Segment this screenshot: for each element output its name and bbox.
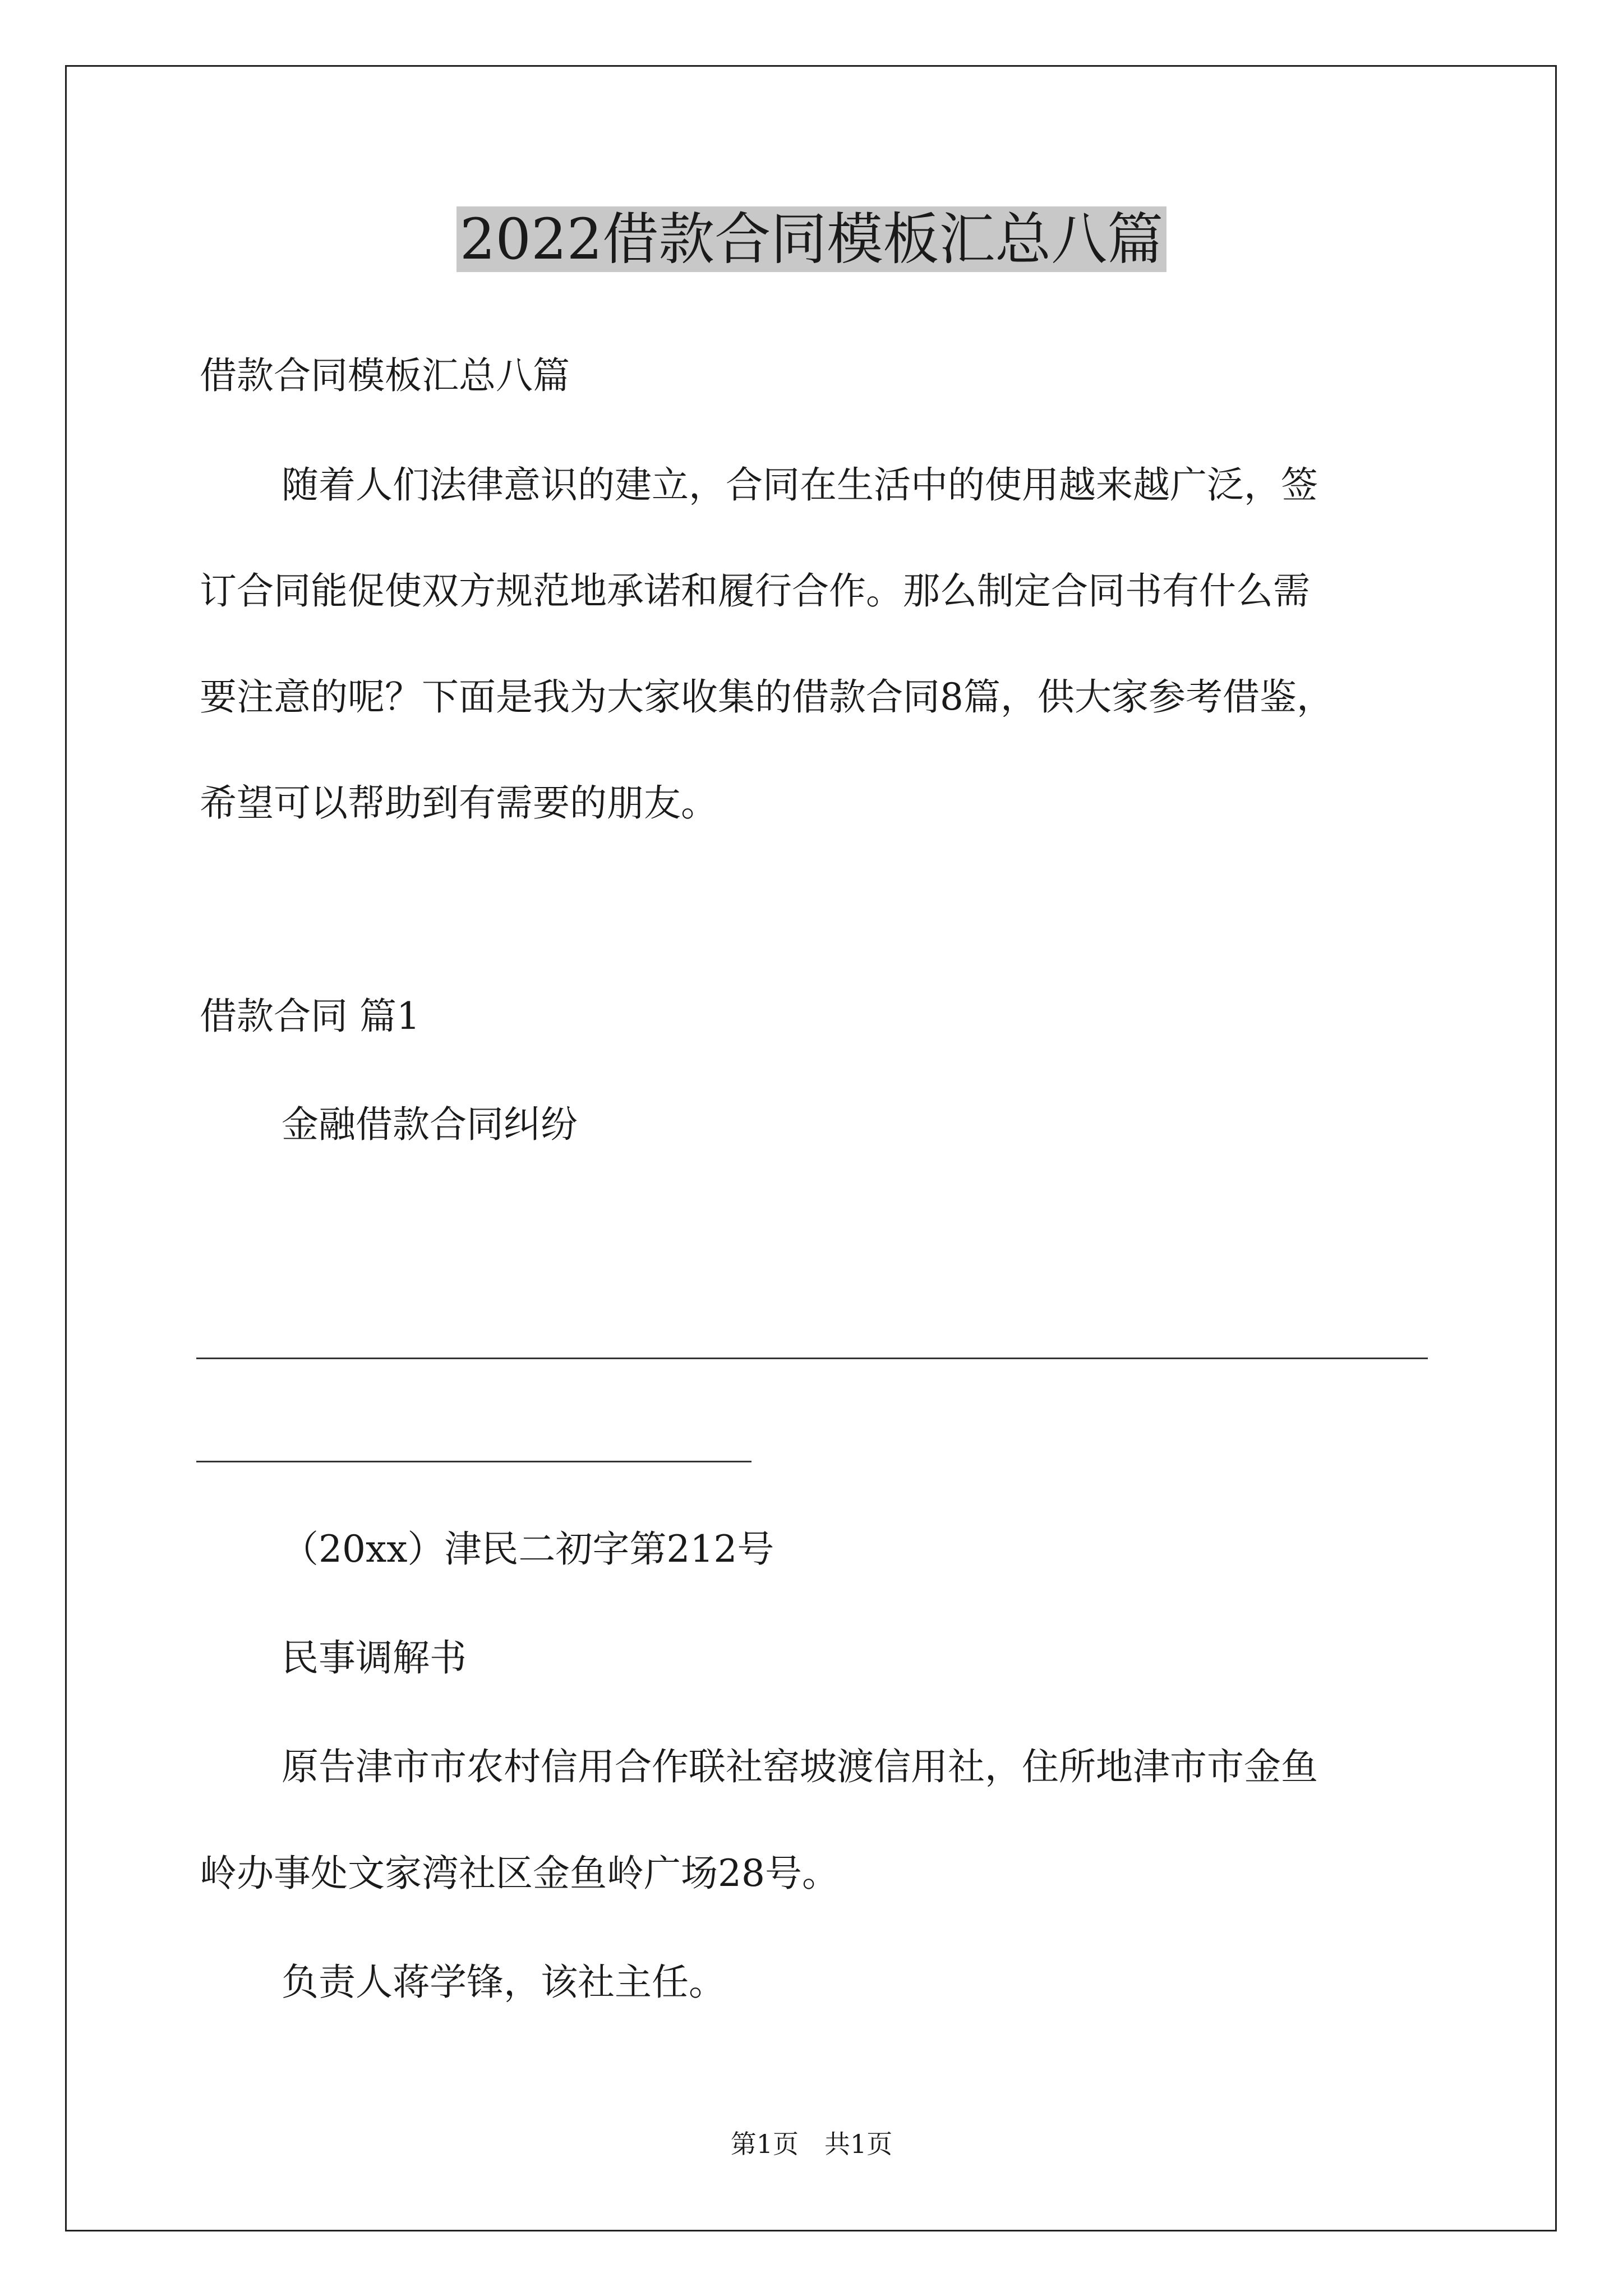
plaintiff-line-2: 岭办事处文家湾社区金鱼岭广场28号。 — [200, 1852, 839, 1895]
blank-fill-line-2 — [196, 1461, 751, 1462]
intro-line-1: 随着人们法律意识的建立，合同在生活中的使用越来越广泛，签 — [282, 463, 1318, 507]
document-title-text: 2022借款合同模板汇总八篇 — [457, 206, 1167, 272]
section-heading: 借款合同 篇1 — [200, 995, 420, 1038]
responsible-person: 负责人蒋学锋，该社主任。 — [282, 1961, 726, 2004]
document-type: 民事调解书 — [282, 1636, 467, 1680]
document-title — [0, 197, 1623, 282]
plaintiff-line-1: 原告津市市农村信用合作联社窑坡渡信用社，住所地津市市金鱼 — [282, 1745, 1318, 1788]
case-number: （20xx）津民二初字第212号 — [282, 1527, 774, 1571]
document-subtitle: 借款合同模板汇总八篇 — [200, 354, 570, 397]
blank-fill-line-1 — [196, 1358, 1428, 1359]
intro-line-4: 希望可以帮助到有需要的朋友。 — [200, 781, 718, 825]
page-footer: 第1页 共1页 — [730, 2129, 893, 2159]
intro-line-3: 要注意的呢？下面是我为大家收集的借款合同8篇，供大家参考借鉴， — [200, 675, 1334, 719]
case-title: 金融借款合同纠纷 — [282, 1103, 578, 1146]
intro-line-2: 订合同能促使双方规范地承诺和履行合作。那么制定合同书有什么需 — [200, 569, 1310, 613]
